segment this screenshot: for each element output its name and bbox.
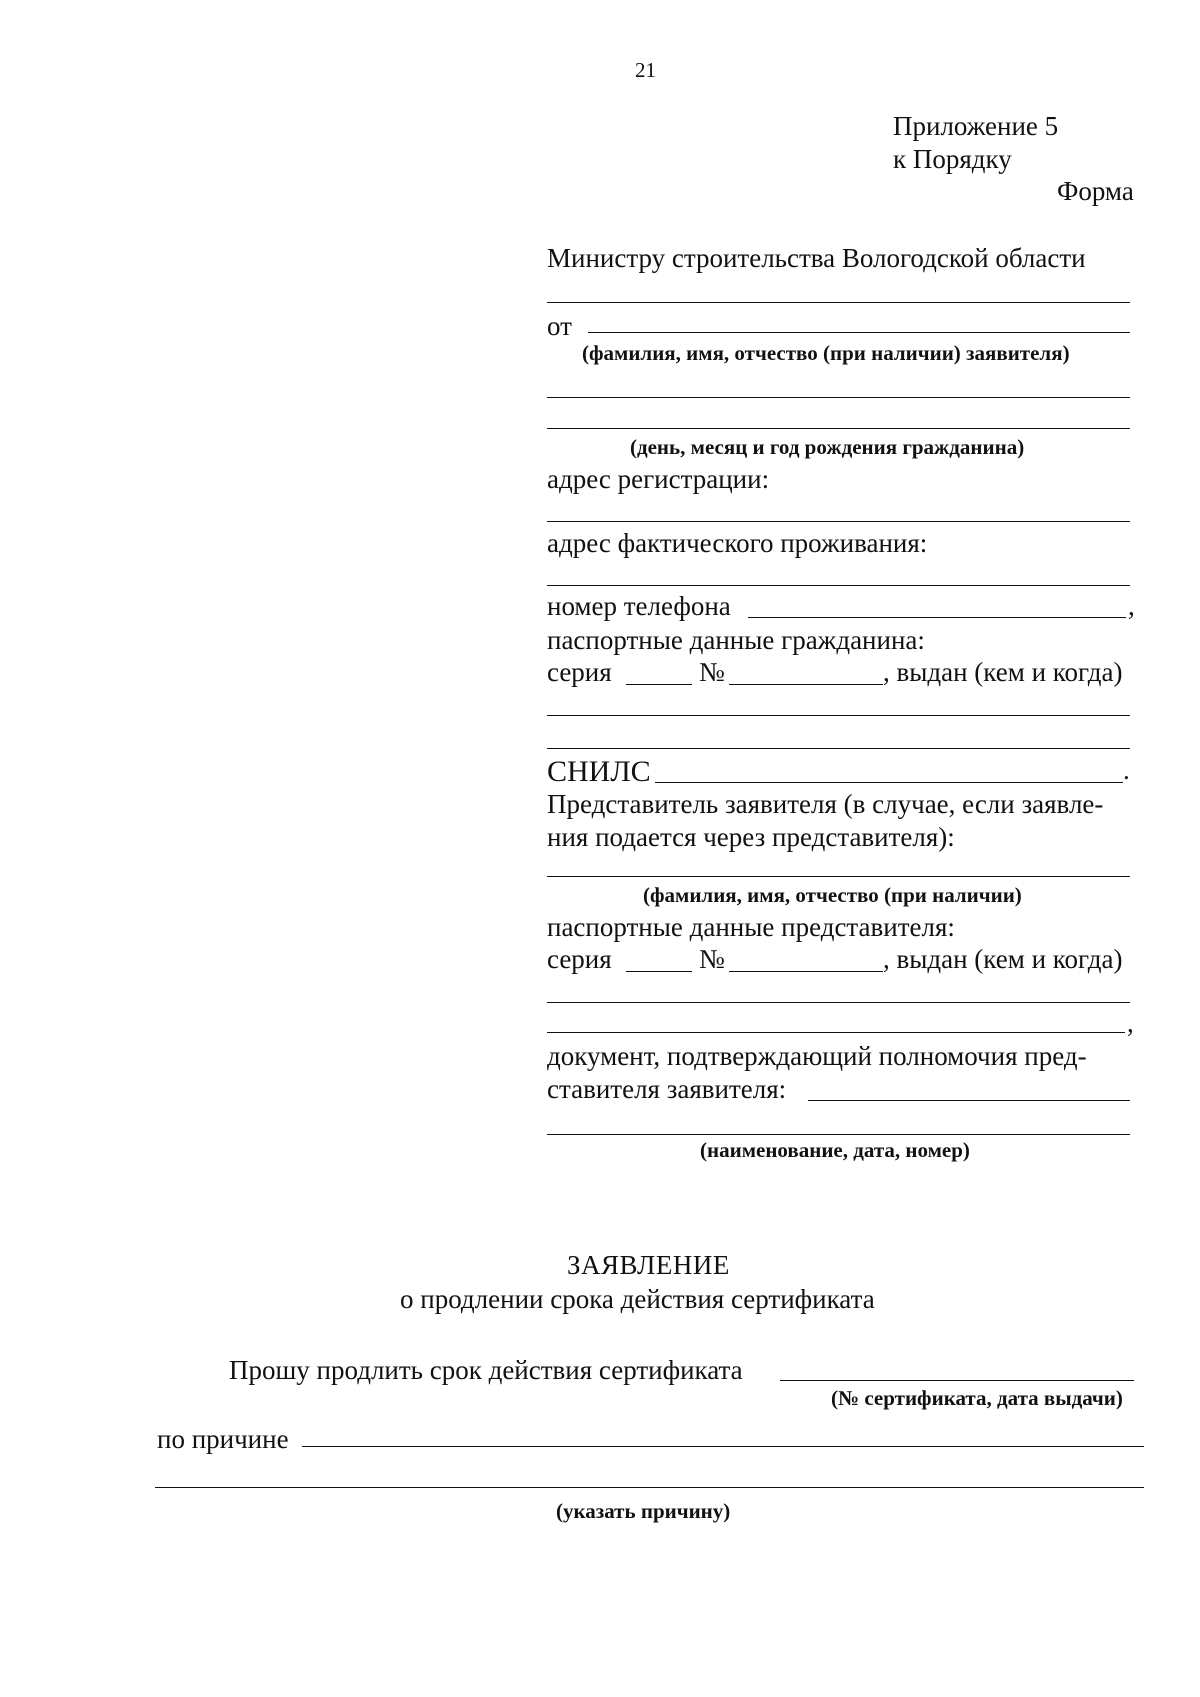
snils-field-line [655,782,1123,783]
from-field-line [588,332,1130,333]
birth-hint: (день, месяц и год рождения гражданина) [630,435,1025,459]
number-label: № [699,657,725,687]
rep-number-label: № [699,944,725,974]
reason-label: по причине [157,1424,289,1454]
issued-label: , выдан (кем и когда) [883,657,1123,687]
addressee-to: Министру строительства Вологодской области [547,243,1086,273]
statement-title: ЗАЯВЛЕНИЕ [567,1250,730,1280]
rep-series-field-line [626,971,692,972]
reg-address-label: адрес регистрации: [547,464,770,494]
phone-field-line [748,617,1126,618]
birth-line [547,428,1130,429]
form-label: Форма [1057,176,1134,206]
rep-passport-label: паспортные данные представителя: [547,912,955,942]
page-number: 21 [635,58,656,82]
reason-line-2 [155,1487,1144,1488]
authority-doc-field-line [808,1100,1130,1101]
reason-field-line [302,1446,1144,1447]
representative-line1: Представитель заявителя (в случае, если заявле- [547,789,1104,819]
series-field-line [626,684,692,685]
number-field-line [729,684,883,685]
rep-issued-comma: , [1127,1008,1134,1038]
authority-doc-line1: документ, подтверждающий полномочия пред- [547,1041,1087,1071]
snils-label: СНИЛС [547,755,651,788]
phone-comma: , [1128,591,1135,621]
reg-address-line [547,521,1130,522]
certificate-field-line [780,1380,1134,1381]
authority-doc-hint: (наименование, дата, номер) [700,1138,970,1162]
snils-period: . [1123,755,1130,785]
series-label: серия [547,657,612,687]
authority-doc-line [547,1134,1130,1135]
appendix-line2: к Порядку [893,144,1012,174]
actual-address-line [547,585,1130,586]
rep-series-label: серия [547,944,612,974]
appendix-line1: Приложение 5 [893,111,1059,141]
rep-fio-line [547,876,1130,877]
fio-hint: (фамилия, имя, отчество (при наличии) заявителя) [582,341,1070,365]
rep-issued-line-1 [547,1002,1130,1003]
representative-line2: ния подается через представителя): [547,822,955,852]
rep-number-field-line [729,971,883,972]
from-line-2 [547,397,1130,398]
issued-line-1 [547,715,1130,716]
authority-doc-line2: ставителя заявителя: [547,1074,787,1104]
phone-label: номер телефона [547,591,731,621]
rep-issued-line-2 [547,1032,1125,1033]
reason-hint: (указать причину) [556,1499,731,1523]
statement-subtitle: о продлении срока действия сертификата [400,1284,875,1314]
issued-line-2 [547,748,1130,749]
certificate-hint: (№ сертификата, дата выдачи) [831,1386,1123,1410]
passport-label: паспортные данные гражданина: [547,625,925,655]
actual-address-label: адрес фактического проживания: [547,528,928,558]
request-text: Прошу продлить срок действия сертификата [229,1355,743,1385]
rep-fio-hint: (фамилия, имя, отчество (при наличии) [643,883,1022,907]
addressee-line [547,302,1130,303]
from-label: от [547,311,572,341]
rep-issued-label: , выдан (кем и когда) [883,944,1123,974]
